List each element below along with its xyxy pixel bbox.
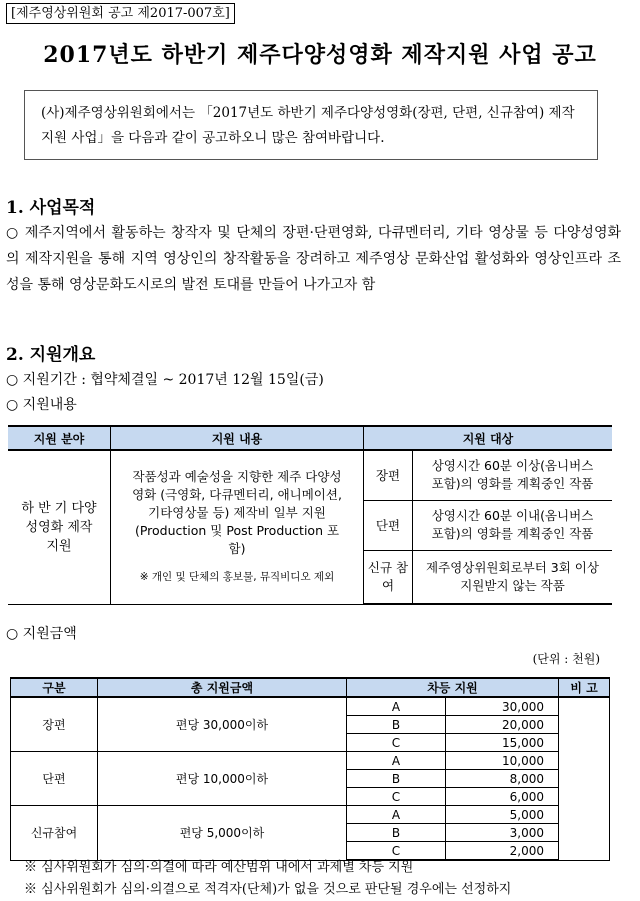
tier-amount: 20,000 — [446, 716, 559, 734]
support-amount-table — [10, 677, 610, 861]
tier-grade: C — [347, 788, 446, 806]
tier-grade: A — [347, 752, 446, 770]
tier-amount: 6,000 — [446, 788, 559, 806]
tier-grade: B — [347, 770, 446, 788]
support-amount-label: ○ 지원금액 — [6, 626, 77, 642]
target-type-long: 장편 — [364, 450, 413, 500]
intro-box: (사)제주영상위원회에서는 「2017년도 하반기 제주다양성영화(장편, 단편, 신규참여) 제작지원 사업」을 다음과 같이 공고하오니 많은 참여바랍니다. — [24, 90, 598, 160]
tier-grade: B — [347, 824, 446, 842]
total-short: 편당 10,000이하 — [98, 752, 347, 806]
tier-amount: 3,000 — [446, 824, 559, 842]
support-field: 하 반 기 다양성영화 제작지원 — [8, 450, 111, 604]
unit-label: (단위 : 천원) — [532, 652, 600, 666]
support-period: ○ 지원기간 : 협약체결일 ~ 2017년 12월 15일(금) — [6, 372, 324, 388]
tier-amount: 10,000 — [446, 752, 559, 770]
total-new: 편당 5,000이하 — [98, 806, 347, 861]
header-target: 지원 대상 — [364, 426, 613, 450]
tier-amount: 8,000 — [446, 770, 559, 788]
section-1-body: ○ 제주지역에서 활동하는 창작자 및 단체의 장편·단편영화, 다큐멘터리, 기타 영상물 등 다양성영화의 제작지원을 통해 지역 영상인의 창작활동을 장려하고 제주영상 문화산업 활성화와 영상인프라 조성을 통해 영상문화도시로의 발전 토대를 만들어 나가고자 함 — [6, 225, 621, 293]
target-desc-new: 제주영상위원회로부터 3회 이상 지원받지 않는 작품 — [413, 550, 613, 604]
note-2: ※ 심사위원회가 심의·의결으로 적격자(단체)가 없을 것으로 판단될 경우에는 선정하지 — [24, 882, 512, 897]
support-content-table — [8, 425, 612, 605]
tier-grade: B — [347, 716, 446, 734]
support-content-cell — [111, 450, 364, 604]
tier-grade: A — [347, 697, 446, 716]
header-category: 구분 — [11, 678, 98, 697]
header-remarks: 비 고 — [559, 678, 610, 697]
target-desc-short: 상영시간 60분 이내(옴니버스 포함)의 영화를 계획중인 작품 — [413, 500, 613, 550]
page-title: 2017년도 하반기 제주다양성영화 제작지원 사업 공고 — [43, 42, 597, 68]
target-type-short: 단편 — [364, 500, 413, 550]
tier-grade: C — [347, 734, 446, 752]
target-type-new: 신규 참여 — [364, 550, 413, 604]
target-desc-long: 상영시간 60분 이상(옴니버스 포함)의 영화를 계획중인 작품 — [413, 450, 613, 500]
support-content-label: ○ 지원내용 — [6, 397, 77, 413]
support-content-main: 작품성과 예술성을 지향한 제주 다양성영화 (극영화, 다큐멘터리, 애니메이션, 기타영상물 등) 제작비 일부 지원 (Production 및 Post Production 포함) — [132, 469, 342, 557]
tier-amount: 2,000 — [446, 842, 559, 861]
notice-number: [제주영상위원회 공고 제2017-007호] — [6, 3, 235, 24]
category-short: 단편 — [11, 752, 98, 806]
header-tiered: 차등 지원 — [347, 678, 559, 697]
category-long: 장편 — [11, 697, 98, 752]
section-2-heading: 2. 지원개요 — [6, 345, 96, 365]
tier-grade: A — [347, 806, 446, 824]
header-content: 지원 내용 — [111, 426, 364, 450]
support-content-note: ※ 개인 및 단체의 홍보물, 뮤직비디오 제외 — [139, 571, 335, 584]
remarks-cell — [559, 697, 610, 860]
note-1: ※ 심사위원회가 심의·의결에 따라 예산범위 내에서 과제별 차등 지원 — [24, 860, 414, 875]
total-long: 편당 30,000이하 — [98, 697, 347, 752]
tier-amount: 30,000 — [446, 697, 559, 716]
tier-amount: 15,000 — [446, 734, 559, 752]
tier-grade: C — [347, 842, 446, 861]
tier-amount: 5,000 — [446, 806, 559, 824]
section-1-heading: 1. 사업목적 — [6, 198, 96, 218]
header-field: 지원 분야 — [8, 426, 111, 450]
category-new: 신규참여 — [11, 806, 98, 861]
header-total: 총 지원금액 — [98, 678, 347, 697]
